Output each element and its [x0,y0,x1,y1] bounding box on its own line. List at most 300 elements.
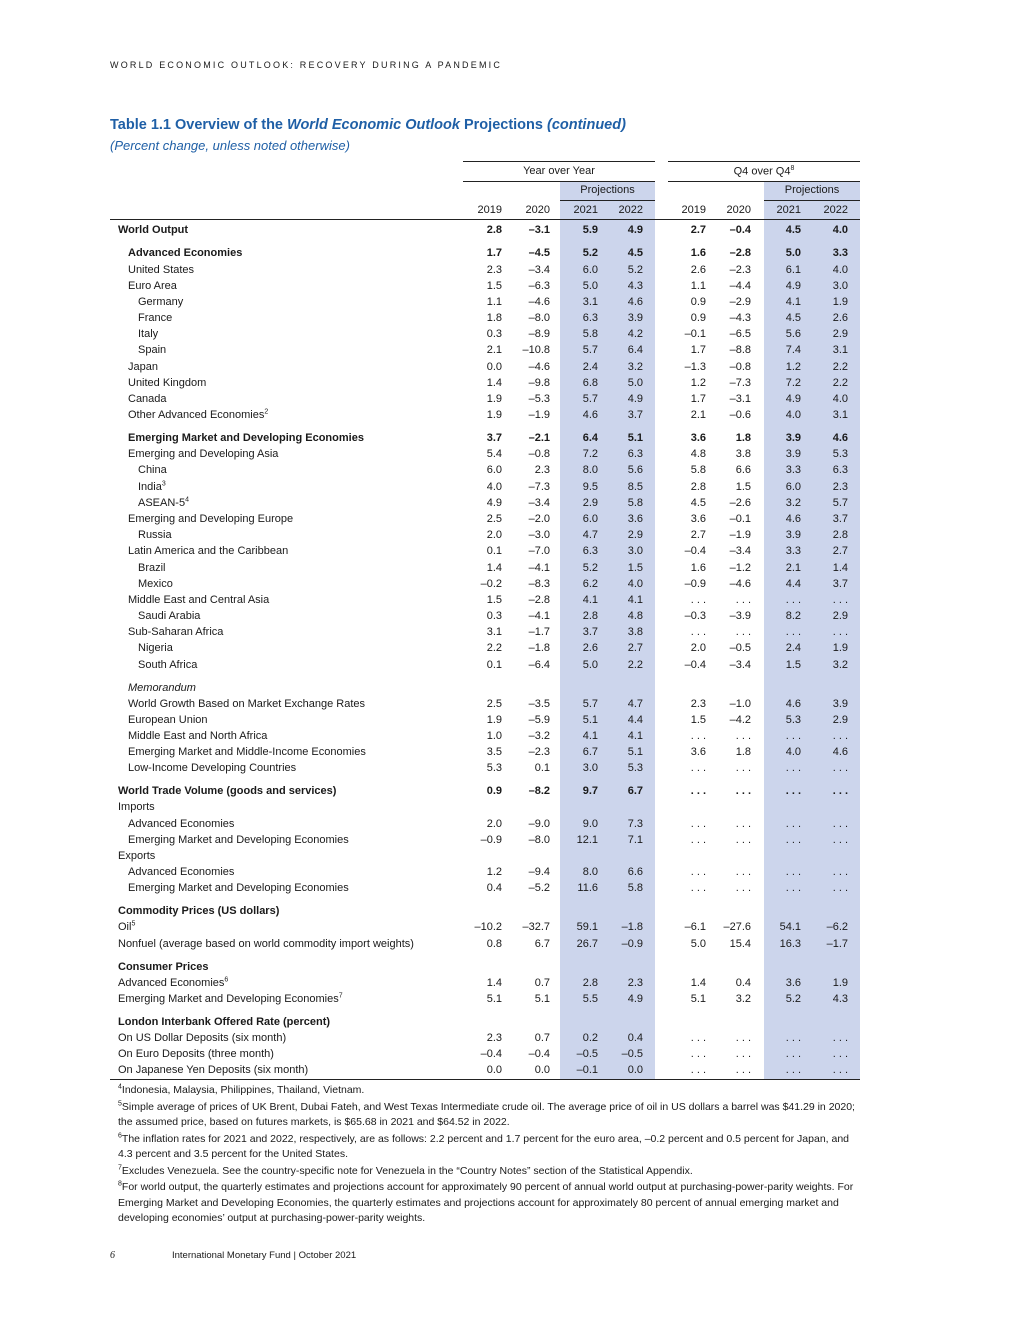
table-cell: . . . [690,834,706,846]
row-label-text: Brazil [138,562,166,574]
table-row [110,1062,860,1078]
table-cell: –4.1 [528,610,550,622]
table-cell: 2.1 [690,409,706,421]
table-cell: –0.8 [729,361,751,373]
table-cell: 1.4 [486,562,502,574]
table-row [110,864,860,880]
table-cell: 2.7 [832,545,848,557]
table-cell: 4.9 [785,393,801,405]
table-cell: –3.4 [729,659,751,671]
table-cell: 3.0 [582,762,598,774]
table-cell: 1.4 [486,977,502,989]
table-row [110,832,860,848]
table-row [110,543,860,559]
year-header: 2021 [573,204,598,216]
row-label [128,543,288,559]
table-row [110,1030,860,1046]
table-cell: 2.8 [582,977,598,989]
table-cell: 0.9 [486,785,502,797]
table-cell: 3.9 [832,698,848,710]
table-cell: 0.8 [486,938,502,950]
table-cell: . . . [832,1032,848,1044]
row-label-text: Imports [118,801,155,813]
table-row [110,919,860,935]
year-header: 2019 [477,204,502,216]
table-cell: 5.7 [582,698,598,710]
row-label [138,326,158,342]
row-label-text: Russia [138,529,172,541]
table-cell: 2.5 [486,698,502,710]
table-cell: 6.3 [832,464,848,476]
table-row [110,511,860,527]
row-label [128,278,177,294]
row-label [118,1062,308,1078]
table-cell: 3.9 [627,312,643,324]
table-cell: 4.5 [785,312,801,324]
table-cell: 2.3 [486,1032,502,1044]
table-cell: 1.5 [627,562,643,574]
table-cell: 4.4 [785,578,801,590]
table-cell: 3.1 [832,409,848,421]
table-cell: 9.0 [582,818,598,830]
table-cell: 1.9 [486,393,502,405]
table-cell: –2.3 [729,264,751,276]
table-cell: –2.8 [729,247,751,259]
table-cell: –8.2 [528,785,550,797]
table-cell: –6.2 [826,921,848,933]
table-cell: 3.7 [832,578,848,590]
table-cell: 0.0 [486,1064,502,1076]
row-label-text: Italy [138,328,159,340]
table-cell: 3.2 [832,659,848,671]
table-cell: 2.2 [832,377,848,389]
group-header-yoy: Year over Year [523,165,595,177]
table-row [110,680,860,696]
table-row [110,359,860,375]
footnote [118,1083,860,1099]
row-label [128,880,349,896]
table-cell: 1.8 [486,312,502,324]
rule-projections [560,200,655,201]
table-cell: 0.9 [690,312,706,324]
table-cell: 4.6 [582,409,598,421]
row-label [118,1014,330,1030]
row-label-text: Low-Income Developing Countries [128,762,297,774]
table-cell: 12.1 [576,834,598,846]
row-label [128,624,223,640]
table-cell: –1.0 [729,698,751,710]
table-cell: –2.1 [528,432,550,444]
table-cell: 5.8 [627,497,643,509]
row-label-text: Saudi Arabia [138,610,201,622]
table-cell: . . . [735,882,751,894]
table-row [110,592,860,608]
table-cell: . . . [785,594,801,606]
table-cell: 2.8 [832,529,848,541]
table-cell: . . . [690,1064,706,1076]
footnote [118,1164,860,1180]
table-row [110,991,860,1007]
table-cell: –27.6 [723,921,751,933]
table-cell: 5.8 [690,464,706,476]
table-title-italic: World Economic Outlook [287,117,460,133]
table-cell: 3.2 [785,497,801,509]
table-cell: 4.3 [627,280,643,292]
row-label [128,430,364,446]
table-cell: 0.4 [486,882,502,894]
table-cell: 5.3 [832,448,848,460]
row-label [118,959,208,975]
row-label-text: On Japanese Yen Deposits (six month) [118,1064,309,1076]
table-cell: –0.4 [684,545,706,557]
table-cell: 3.0 [627,545,643,557]
table-cell: 1.9 [486,409,502,421]
table-subtitle: (Percent change, unless noted otherwise) [110,138,350,153]
table-cell: 3.6 [690,746,706,758]
rule-table-bottom [110,1079,860,1080]
row-label [118,991,343,1007]
table-row [110,430,860,446]
table-cell: . . . [690,1048,706,1060]
table-cell: 8.0 [582,464,598,476]
table-cell: –1.9 [729,529,751,541]
table-cell: –1.7 [826,938,848,950]
group-header-q4-sup: 8 [790,165,795,172]
table-cell: –3.4 [729,545,751,557]
footnote-number: 7 [118,1164,122,1171]
row-label [128,446,278,462]
table-row [110,560,860,576]
table-cell: 2.1 [785,562,801,574]
projections-header-yoy: Projections [580,184,635,196]
row-label [118,783,336,799]
table-cell: –2.0 [528,513,550,525]
table-cell: . . . [785,626,801,638]
footnote-text: The inflation rates for 2021 and 2022, respectively, are as follows: 2.2 percent and 1.7 percent for the euro area, –0.2 percent and 0.5 percent for Japan, and 4.3 percent and 3.5 percent for the United States. [118,1132,850,1160]
table-cell: 0.3 [486,328,502,340]
table-cell: 5.7 [832,497,848,509]
row-label-text: Emerging and Developing Europe [128,513,294,525]
table-cell: . . . [832,882,848,894]
table-cell: 2.4 [785,642,801,654]
table-row [110,975,860,991]
table-cell: . . . [690,1032,706,1044]
table-row [110,657,860,673]
table-cell: 2.9 [582,497,598,509]
table-cell: 0.3 [486,610,502,622]
table-cell: 4.2 [627,328,643,340]
table-cell: –1.9 [528,409,550,421]
table-cell: 1.7 [690,344,706,356]
table-cell: 4.0 [627,578,643,590]
row-label-text: Euro Area [128,280,177,292]
table-cell: 1.4 [486,377,502,389]
row-label-text: United Kingdom [128,377,207,389]
table-cell: 1.9 [832,296,848,308]
table-cell: . . . [735,1064,751,1076]
table-cell: 1.4 [832,562,848,574]
table-cell: 4.6 [832,746,848,758]
table-cell: 3.9 [785,432,801,444]
table-cell: 5.3 [486,762,502,774]
table-cell: 2.6 [690,264,706,276]
table-cell: 4.4 [627,714,643,726]
table-title [110,117,626,133]
table-cell: –4.3 [729,312,751,324]
table-cell: . . . [832,594,848,606]
table-cell: –1.2 [729,562,751,574]
row-label-text: Consumer Prices [118,961,209,973]
row-label-text: Nigeria [138,642,173,654]
table-cell: 3.6 [627,513,643,525]
table-cell: 3.0 [832,280,848,292]
table-cell: 4.8 [627,610,643,622]
table-cell: 3.7 [486,432,502,444]
table-cell: 1.1 [486,296,502,308]
table-cell: –3.5 [528,698,550,710]
row-label-text: China [138,464,167,476]
table-cell: –8.8 [729,344,751,356]
table-cell: 5.6 [627,464,643,476]
table-cell: 9.5 [582,481,598,493]
table-cell: 5.8 [627,882,643,894]
table-cell: 5.9 [582,224,598,236]
table-cell: 0.0 [627,1064,643,1076]
table-cell: –0.9 [480,834,502,846]
row-label [128,407,268,423]
table-cell: 3.7 [627,409,643,421]
table-cell: –4.1 [528,562,550,574]
table-cell: 0.2 [582,1032,598,1044]
table-cell: –5.2 [528,882,550,894]
row-label-text: South Africa [138,659,198,671]
footnote-ref: 4 [185,496,189,504]
row-label-text: World Growth Based on Market Exchange Rates [128,698,366,710]
table-cell: 0.1 [534,762,550,774]
table-cell: –3.1 [528,224,550,236]
table-cell: 1.1 [690,280,706,292]
table-cell: 5.0 [582,659,598,671]
table-cell: 2.9 [832,714,848,726]
row-label-text: Sub-Saharan Africa [128,626,224,638]
table-row [110,222,860,238]
table-cell: 0.7 [534,1032,550,1044]
table-cell: 0.7 [534,977,550,989]
table-row [110,326,860,342]
table-cell: 15.4 [729,938,751,950]
row-label-text: Canada [128,393,167,405]
table-cell: 4.5 [627,247,643,259]
row-label-text: Nonfuel (average based on world commodity import weights) [118,938,414,950]
row-label-text: Emerging Market and Developing Economies [128,432,364,444]
table-cell: 6.8 [582,377,598,389]
row-label [118,1046,274,1062]
table-cell: –4.5 [528,247,550,259]
table-cell: 6.1 [785,264,801,276]
table-cell: 3.2 [627,361,643,373]
row-label [138,608,200,624]
table-cell: 2.7 [690,224,706,236]
table-cell: 4.1 [627,730,643,742]
table-cell: 7.3 [627,818,643,830]
table-row [110,816,860,832]
table-row [110,407,860,423]
table-row [110,391,860,407]
row-label-text: Mexico [138,578,173,590]
table-cell: –6.1 [684,921,706,933]
table-cell: 5.6 [785,328,801,340]
table-cell: 4.8 [690,448,706,460]
row-label [128,744,366,760]
row-label-text: London Interbank Offered Rate (percent) [118,1016,331,1028]
row-label [128,511,293,527]
footnote [118,1180,860,1227]
row-label [128,760,296,776]
table-title-prefix: Table 1.1 Overview of the [110,117,288,133]
row-label [128,592,269,608]
table-cell: 6.6 [735,464,751,476]
row-label-text: United States [128,264,195,276]
table-cell: . . . [785,1032,801,1044]
table-row [110,744,860,760]
table-cell: 1.0 [486,730,502,742]
table-cell: –1.8 [528,642,550,654]
table-cell: 4.7 [582,529,598,541]
table-cell: . . . [690,785,706,797]
row-label [128,680,196,696]
table-cell: . . . [832,785,848,797]
row-label [138,342,166,358]
table-cell: 3.6 [690,513,706,525]
table-cell: –3.0 [528,529,550,541]
table-cell: 1.9 [832,977,848,989]
table-cell: 4.1 [627,594,643,606]
table-cell: . . . [735,594,751,606]
table-cell: 1.2 [486,866,502,878]
table-cell: 5.5 [582,993,598,1005]
table-cell: 6.2 [582,578,598,590]
table-cell: 4.6 [627,296,643,308]
table-row [110,278,860,294]
table-cell: 2.3 [832,481,848,493]
table-cell: –0.8 [528,448,550,460]
table-row [110,848,860,864]
table-cell: –8.9 [528,328,550,340]
table-cell: 2.7 [627,642,643,654]
table-cell: –3.4 [528,264,550,276]
table-cell: 1.8 [735,432,751,444]
table-cell: 3.9 [785,448,801,460]
row-label [138,310,172,326]
row-label [138,479,166,495]
table-cell: 4.6 [785,513,801,525]
table-cell: 6.3 [582,312,598,324]
table-cell: 5.3 [627,762,643,774]
table-cell: 8.5 [627,481,643,493]
table-cell: 6.4 [582,432,598,444]
table-row [110,1046,860,1062]
table-cell: 59.1 [576,921,598,933]
row-label-text: On Euro Deposits (three month) [118,1048,274,1060]
table-cell: 2.3 [627,977,643,989]
table-row [110,880,860,896]
row-label-text: Middle East and North Africa [128,730,268,742]
table-cell: 5.1 [534,993,550,1005]
table-cell: 1.7 [690,393,706,405]
table-cell: 1.5 [690,714,706,726]
table-cell: –4.2 [729,714,751,726]
table-cell: 6.0 [785,481,801,493]
table-cell: 3.9 [785,529,801,541]
table-cell: 4.0 [832,393,848,405]
footnote [118,1132,860,1163]
table-row [110,527,860,543]
footnote [118,1100,860,1131]
table-cell: 6.3 [627,448,643,460]
table-cell: 5.1 [627,432,643,444]
table-cell: –3.9 [729,610,751,622]
table-cell: –2.8 [528,594,550,606]
footnote-text: Excludes Venezuela. See the country-specific note for Venezuela in the “Country Notes” section of the Statistical Appendix. [121,1164,693,1177]
table-cell: 4.0 [832,264,848,276]
table-cell: 2.9 [627,529,643,541]
table-cell: 4.6 [832,432,848,444]
table-row [110,799,860,815]
table-cell: 1.6 [690,247,706,259]
table-cell: 8.0 [582,866,598,878]
footnote-ref: 7 [338,992,343,1000]
row-label [128,712,208,728]
table-cell: 3.8 [735,448,751,460]
table-cell: 5.2 [627,264,643,276]
row-label [128,728,267,744]
year-header: 2022 [618,204,643,216]
row-label-text: Advanced Economies [128,247,243,259]
table-cell: –2.3 [528,746,550,758]
footnote-text: Simple average of prices of UK Brent, Dubai Fateh, and West Texas Intermediate crude oil. The average price of oil in US dollars a barrel was $41.29 in 2020; the assumed price, based on futures markets, is $65.68 in 2021 and $64.52 in 2022. [118,1100,855,1128]
table-cell: 5.8 [582,328,598,340]
table-row [110,608,860,624]
table-cell: . . . [832,730,848,742]
row-label-text: World Trade Volume (goods and services) [118,785,337,797]
table-cell: 7.1 [627,834,643,846]
table-cell: –0.9 [684,578,706,590]
table-cell: 2.2 [627,659,643,671]
table-cell: 2.6 [832,312,848,324]
row-label [138,640,173,656]
row-label-text: Advanced Economies [128,818,235,830]
table-cell: 5.1 [486,993,502,1005]
table-cell: 5.0 [627,377,643,389]
table-cell: –10.8 [522,344,550,356]
table-cell: . . . [785,818,801,830]
row-label-text: Spain [138,344,167,356]
table-cell: 2.2 [832,361,848,373]
rule-top [668,161,860,162]
footnote-number: 4 [118,1083,122,1091]
table-cell: . . . [735,1048,751,1060]
table-cell: . . . [735,866,751,878]
running-head: WORLD ECONOMIC OUTLOOK: RECOVERY DURING A PANDEMIC [110,60,503,70]
year-header: 2021 [776,204,801,216]
row-label-text: Advanced Economies [128,866,235,878]
table-cell: 2.9 [832,610,848,622]
table-cell: 0.1 [486,545,502,557]
table-row [110,936,860,952]
table-cell: 4.3 [832,993,848,1005]
table-cell: –0.5 [621,1048,643,1060]
row-label [128,245,242,261]
